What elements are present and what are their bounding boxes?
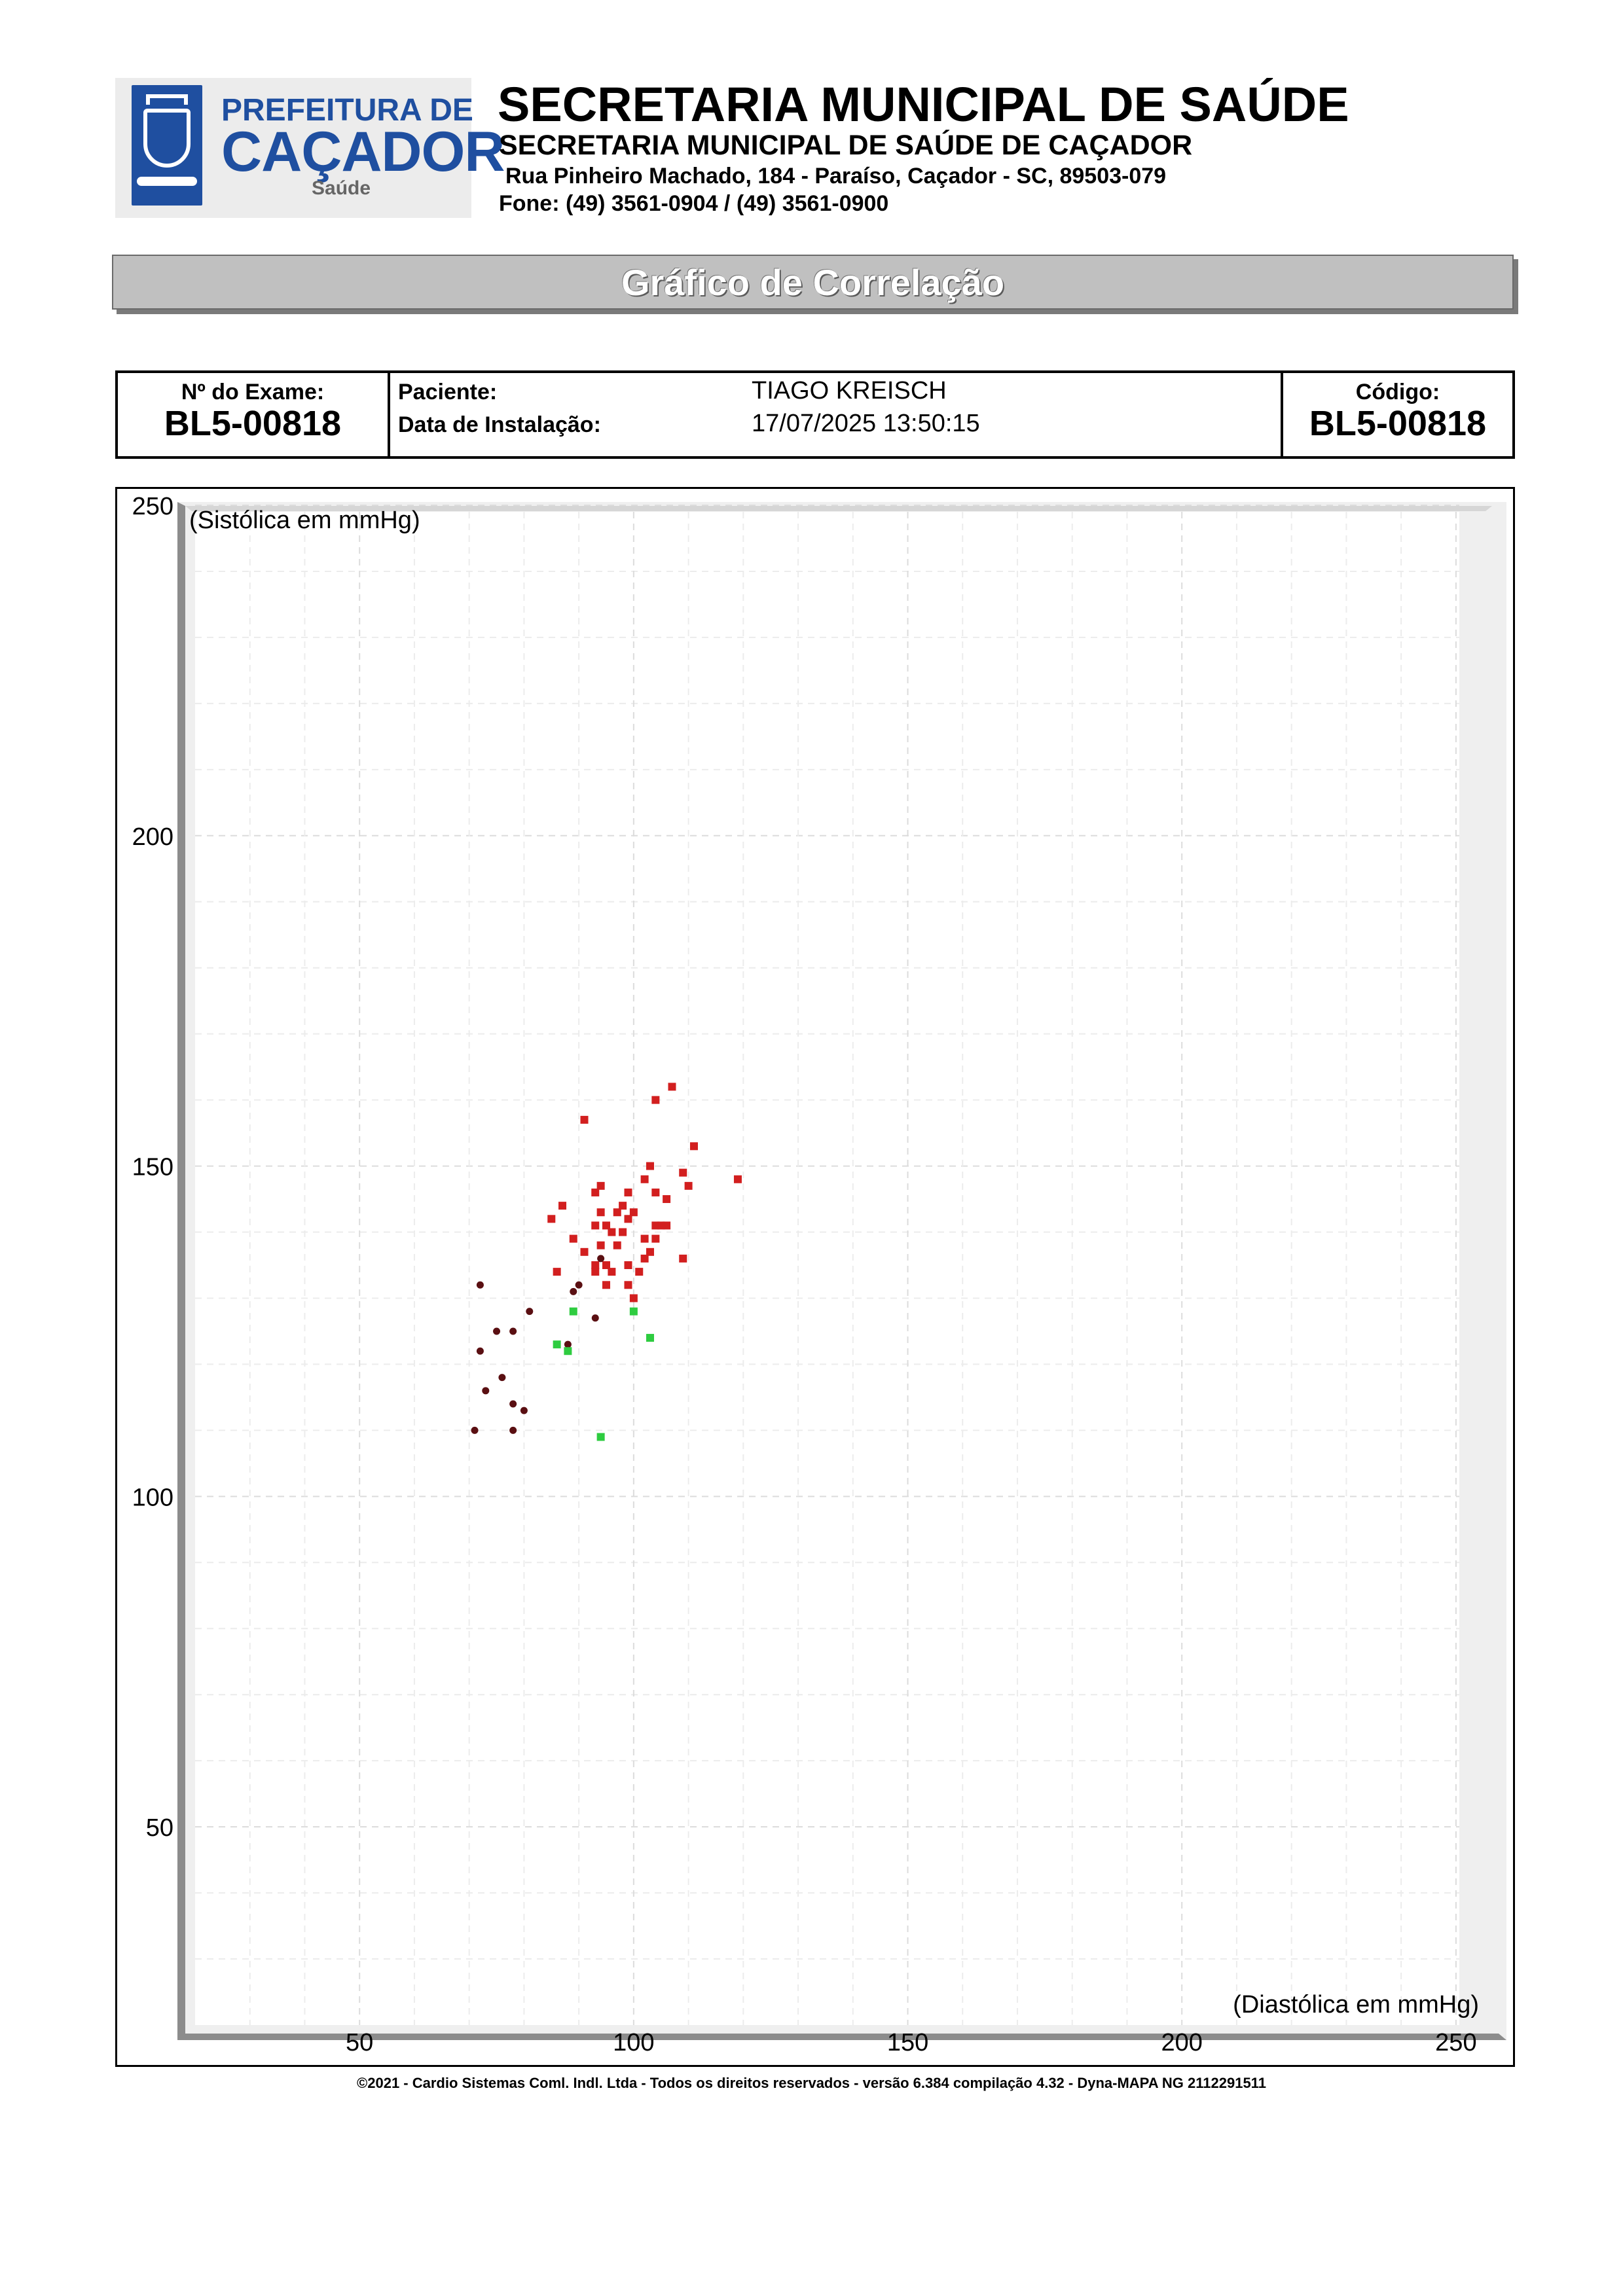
code-value: BL5-00818	[1309, 404, 1487, 443]
data-point	[597, 1433, 605, 1441]
header-address: Rua Pinheiro Machado, 184 - Paraíso, Caçador - SC, 89503-079	[505, 164, 1167, 188]
data-point	[570, 1308, 577, 1316]
data-point	[520, 1407, 528, 1414]
data-point	[668, 1083, 676, 1090]
data-point	[630, 1294, 638, 1302]
data-point	[624, 1189, 632, 1196]
data-point	[597, 1255, 604, 1262]
exam-info-table	[115, 370, 1515, 459]
data-point	[482, 1387, 489, 1394]
data-point	[630, 1308, 638, 1316]
install-date-value: 17/07/2025 13:50:15	[752, 410, 980, 437]
data-point	[663, 1221, 670, 1229]
x-tick-label: 250	[1435, 2029, 1477, 2056]
y-tick-label: 150	[132, 1153, 173, 1181]
data-point	[592, 1314, 599, 1321]
patient-label: Paciente:	[398, 380, 498, 404]
y-tick-label: 100	[132, 1484, 173, 1512]
data-point	[646, 1162, 654, 1170]
y-tick-label: 50	[145, 1814, 173, 1842]
data-point	[477, 1282, 484, 1289]
header-title: SECRETARIA MUNICIPAL DE SAÚDE	[498, 77, 1349, 132]
data-point	[547, 1215, 555, 1223]
report-title-banner	[112, 255, 1514, 310]
x-tick-label: 200	[1161, 2029, 1203, 2056]
data-point	[591, 1189, 599, 1196]
y-tick-label: 250	[132, 493, 173, 520]
data-point	[570, 1235, 577, 1243]
data-point	[553, 1340, 561, 1348]
data-point	[641, 1175, 649, 1183]
data-point	[641, 1255, 649, 1263]
header-phone: Fone: (49) 3561-0904 / (49) 3561-0900	[499, 191, 889, 216]
data-point	[734, 1175, 742, 1183]
data-point	[641, 1235, 649, 1243]
data-point	[553, 1268, 561, 1276]
data-point	[651, 1096, 659, 1104]
install-date-label: Data de Instalação:	[398, 412, 601, 437]
y-tick-label: 200	[132, 823, 173, 851]
exam-number-cell	[118, 373, 390, 456]
data-point	[570, 1288, 577, 1295]
exam-number-label: Nº do Exame:	[181, 380, 325, 404]
prefeitura-logo	[115, 78, 505, 218]
data-point	[624, 1215, 632, 1223]
data-point	[498, 1374, 505, 1381]
data-point	[651, 1235, 659, 1243]
data-point	[509, 1401, 517, 1408]
data-point	[493, 1327, 500, 1335]
data-point	[526, 1308, 533, 1315]
footer-copyright: ©2021 - Cardio Sistemas Coml. Indl. Ltda - Todos os direitos reservados - versão 6.384 compilação 4.32 - Dyna-MAPA NG 2112291511	[357, 2075, 1266, 2091]
data-point	[679, 1169, 687, 1177]
data-point	[608, 1268, 615, 1276]
exam-number-value: BL5-00818	[164, 404, 342, 443]
data-point	[602, 1281, 610, 1289]
data-point	[564, 1341, 572, 1348]
data-point	[690, 1142, 698, 1150]
data-point	[646, 1334, 654, 1342]
data-point	[591, 1268, 599, 1276]
x-tick-label: 50	[346, 2029, 374, 2056]
data-point	[663, 1195, 670, 1203]
data-point	[613, 1208, 621, 1216]
logo-text-prefeitura: PREFEITURA DE	[221, 93, 473, 128]
correlation-chart-svg	[117, 489, 1513, 2065]
patient-name: TIAGO KREISCH	[752, 377, 947, 404]
city-crest-icon	[132, 85, 202, 206]
correlation-chart	[115, 487, 1515, 2067]
data-point	[651, 1189, 659, 1196]
data-point	[685, 1182, 693, 1190]
x-tick-label: 150	[886, 2029, 929, 2056]
data-point	[564, 1347, 572, 1355]
data-point	[635, 1268, 643, 1276]
data-point	[679, 1255, 687, 1263]
data-point	[477, 1348, 484, 1355]
data-point	[581, 1116, 589, 1124]
data-point	[471, 1427, 479, 1434]
plot-area	[195, 512, 1459, 2025]
data-point	[591, 1221, 599, 1229]
data-point	[575, 1282, 583, 1289]
report-title: Gráfico de Correlação	[621, 262, 1005, 303]
data-point	[509, 1427, 517, 1434]
x-tick-label: 100	[613, 2029, 655, 2056]
data-point	[597, 1208, 605, 1216]
y-axis-label: (Sistólica em mmHg)	[189, 507, 420, 534]
patient-cell	[390, 373, 1283, 456]
data-point	[608, 1229, 615, 1236]
code-label: Código:	[1355, 380, 1440, 404]
data-point	[619, 1229, 627, 1236]
data-point	[613, 1242, 621, 1249]
code-cell	[1283, 373, 1512, 456]
data-point	[558, 1202, 566, 1210]
x-axis-label: (Diastólica em mmHg)	[1233, 1991, 1479, 2018]
plot-bevel-left	[177, 502, 185, 2040]
plot-bevel-bottom	[177, 2034, 1506, 2040]
header-subtitle: SECRETARIA MUNICIPAL DE SAÚDE DE CAÇADOR	[499, 130, 1193, 161]
data-point	[624, 1281, 632, 1289]
logo-text-saude: Saúde	[312, 177, 371, 199]
data-point	[597, 1242, 605, 1249]
data-point	[581, 1248, 589, 1256]
data-point	[509, 1327, 517, 1335]
data-point	[624, 1261, 632, 1269]
logo-text-city: CAÇADOR	[221, 120, 505, 183]
